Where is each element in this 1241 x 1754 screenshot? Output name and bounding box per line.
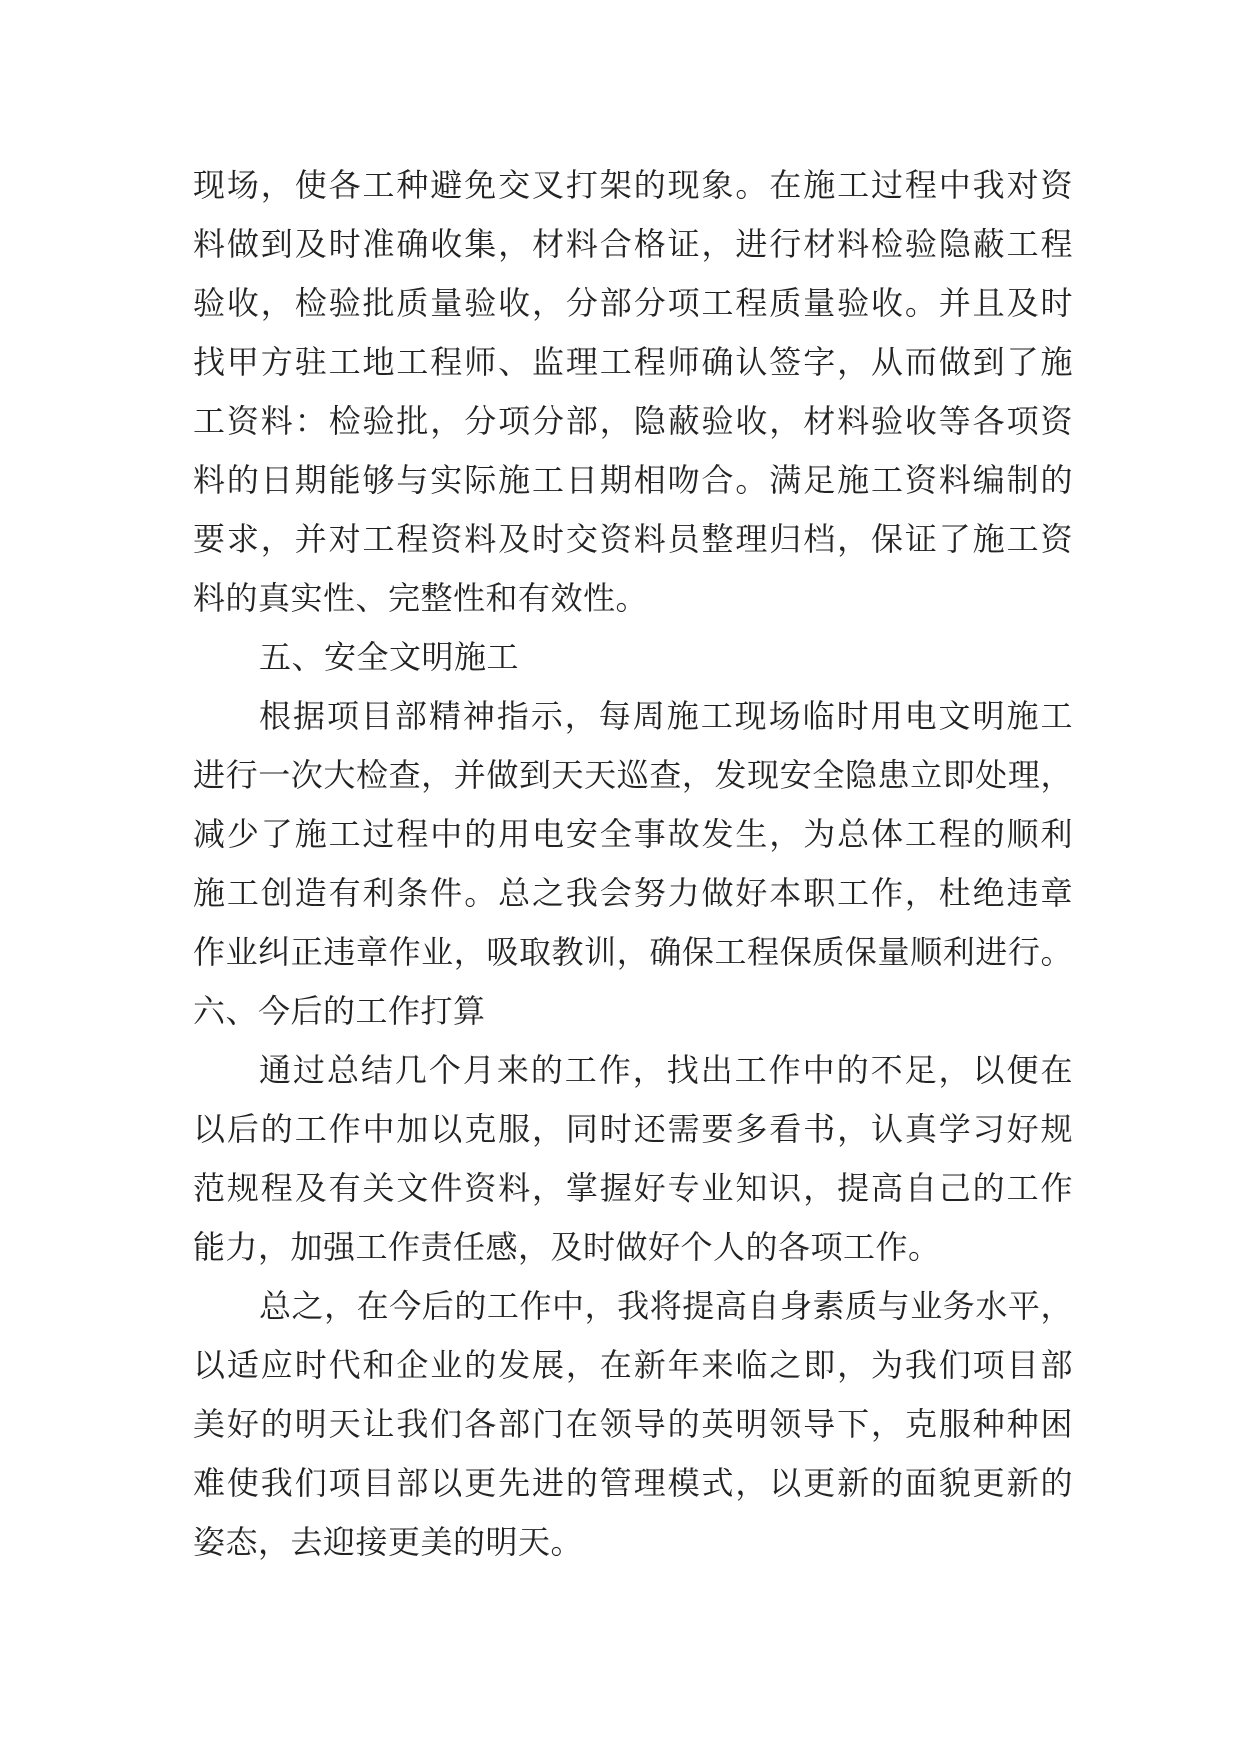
text-line: 现场，使各工种避免交叉打架的现象。在施工过程中我对资 bbox=[193, 166, 1073, 204]
text-line: 难使我们项目部以更先进的管理模式，以更新的面貌更新的 bbox=[193, 1464, 1073, 1502]
text-line: 总之，在今后的工作中，我将提高自身素质与业务水平， bbox=[259, 1287, 1073, 1325]
text-line: 减少了施工过程中的用电安全事故发生，为总体工程的顺利 bbox=[193, 815, 1073, 853]
text-line: 姿态，去迎接更美的明天。 bbox=[193, 1523, 584, 1561]
text-line: 找甲方驻工地工程师、监理工程师确认签字，从而做到了施 bbox=[193, 343, 1073, 381]
text-line: 范规程及有关文件资料，掌握好专业知识，提高自己的工作 bbox=[193, 1169, 1073, 1207]
text-line: 要求，并对工程资料及时交资料员整理归档，保证了施工资 bbox=[193, 520, 1073, 558]
text-line: 以后的工作中加以克服，同时还需要多看书，认真学习好规 bbox=[193, 1110, 1073, 1148]
text-line: 料的日期能够与实际施工日期相吻合。满足施工资料编制的 bbox=[193, 461, 1073, 499]
text-line: 料做到及时准确收集，材料合格证，进行材料检验隐蔽工程 bbox=[193, 225, 1073, 263]
text-line: 通过总结几个月来的工作，找出工作中的不足，以便在 bbox=[259, 1051, 1073, 1089]
text-line: 工资料：检验批，分项分部，隐蔽验收，材料验收等各项资 bbox=[193, 402, 1073, 440]
document-body bbox=[193, 156, 1073, 1572]
text-line: 以适应时代和企业的发展，在新年来临之即，为我们项目部 bbox=[193, 1346, 1073, 1384]
text-line: 五、安全文明施工 bbox=[259, 638, 520, 676]
text-line: 六、今后的工作打算 bbox=[193, 992, 486, 1030]
text-line: 料的真实性、完整性和有效性。 bbox=[193, 579, 649, 617]
text-line: 能力，加强工作责任感，及时做好个人的各项工作。 bbox=[193, 1228, 941, 1266]
text-line: 作业纠正违章作业，吸取教训，确保工程保质保量顺利进行。 bbox=[193, 933, 1073, 971]
text-line: 进行一次大检查，并做到天天巡查，发现安全隐患立即处理， bbox=[193, 756, 1073, 794]
text-line: 验收，检验批质量验收，分部分项工程质量验收。并且及时 bbox=[193, 284, 1073, 322]
text-line: 施工创造有利条件。总之我会努力做好本职工作，杜绝违章 bbox=[193, 874, 1073, 912]
text-line: 美好的明天让我们各部门在领导的英明领导下，克服种种困 bbox=[193, 1405, 1073, 1443]
text-line: 根据项目部精神指示，每周施工现场临时用电文明施工 bbox=[259, 697, 1073, 735]
